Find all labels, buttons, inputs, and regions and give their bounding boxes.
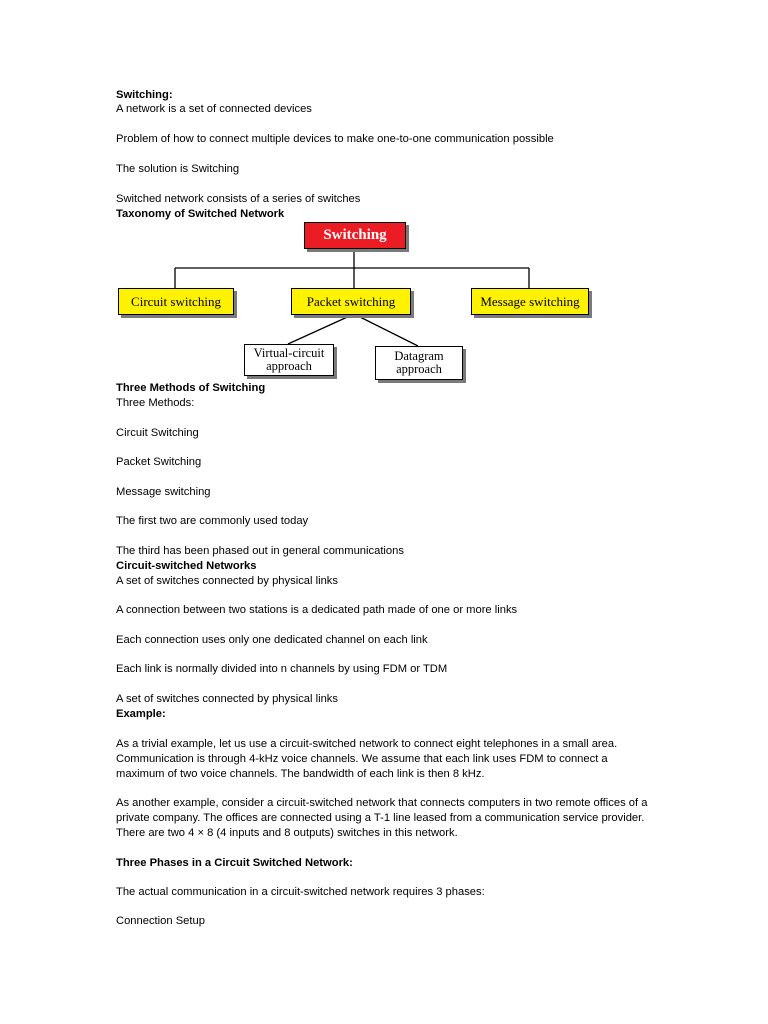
datagram-line1: Datagram	[394, 349, 444, 363]
heading-example: Example:	[116, 708, 166, 720]
box-datagram	[375, 346, 463, 380]
heading-three-phases: Three Phases in a Circuit Switched Network:	[116, 857, 353, 869]
heading-switching: Switching:	[116, 89, 173, 101]
paragraph-example-2: As another example, consider a circuit-switched network that connects computers in two remote offices of a private company. The offices are connected using a T-1 line leased from a communication service provider. There are two 4 × 8 (4 inputs and 8 outputs) switches in this network.	[116, 797, 648, 839]
box-switching: Switching	[304, 222, 406, 249]
paragraph-example-1: As a trivial example, let us use a circuit-switched network to connect eight telephones in a small area. Communication is through 4-kHz voice channels. We assume that each link uses FDM to connect a maximum of two voice channels. The bandwidth of each link is then 8 kHz.	[116, 738, 618, 780]
connector-line	[354, 314, 418, 346]
text-line: The first two are commonly used today	[116, 515, 309, 527]
text-line: Switched network consists of a series of switches	[116, 193, 361, 205]
datagram-line2: approach	[396, 362, 442, 376]
text-line: Three Methods:	[116, 397, 195, 409]
text-line: Connection Setup	[116, 915, 205, 927]
text-line: A set of switches connected by physical links	[116, 693, 338, 705]
text-line: Packet Switching	[116, 456, 202, 468]
virtual-circuit-line1: Virtual-circuit	[253, 346, 325, 360]
taxonomy-diagram	[118, 222, 598, 382]
text-line: Circuit Switching	[116, 427, 199, 439]
box-virtual-circuit	[244, 344, 334, 376]
box-circuit-switching: Circuit switching	[118, 288, 234, 315]
box-message-switching: Message switching	[471, 288, 589, 315]
text-line: Problem of how to connect multiple devices to make one-to-one communication possible	[116, 133, 554, 145]
box-packet-switching: Packet switching	[291, 288, 411, 315]
heading-circuit-switched: Circuit-switched Networks	[116, 560, 257, 572]
connector-line	[288, 314, 354, 344]
text-line: A set of switches connected by physical links	[116, 575, 338, 587]
text-line: The solution is Switching	[116, 163, 240, 175]
text-line: Each link is normally divided into n channels by using FDM or TDM	[116, 663, 448, 675]
text-line: A connection between two stations is a dedicated path made of one or more links	[116, 604, 518, 616]
heading-taxonomy: Taxonomy of Switched Network	[116, 208, 285, 220]
text-line: A network is a set of connected devices	[116, 103, 312, 115]
text-line: The actual communication in a circuit-switched network requires 3 phases:	[116, 886, 485, 898]
heading-three-methods: Three Methods of Switching	[116, 382, 266, 394]
text-line: Each connection uses only one dedicated channel on each link	[116, 634, 428, 646]
text-line: Message switching	[116, 486, 211, 498]
text-line: The third has been phased out in general communications	[116, 545, 404, 557]
virtual-circuit-line2: approach	[266, 359, 312, 373]
